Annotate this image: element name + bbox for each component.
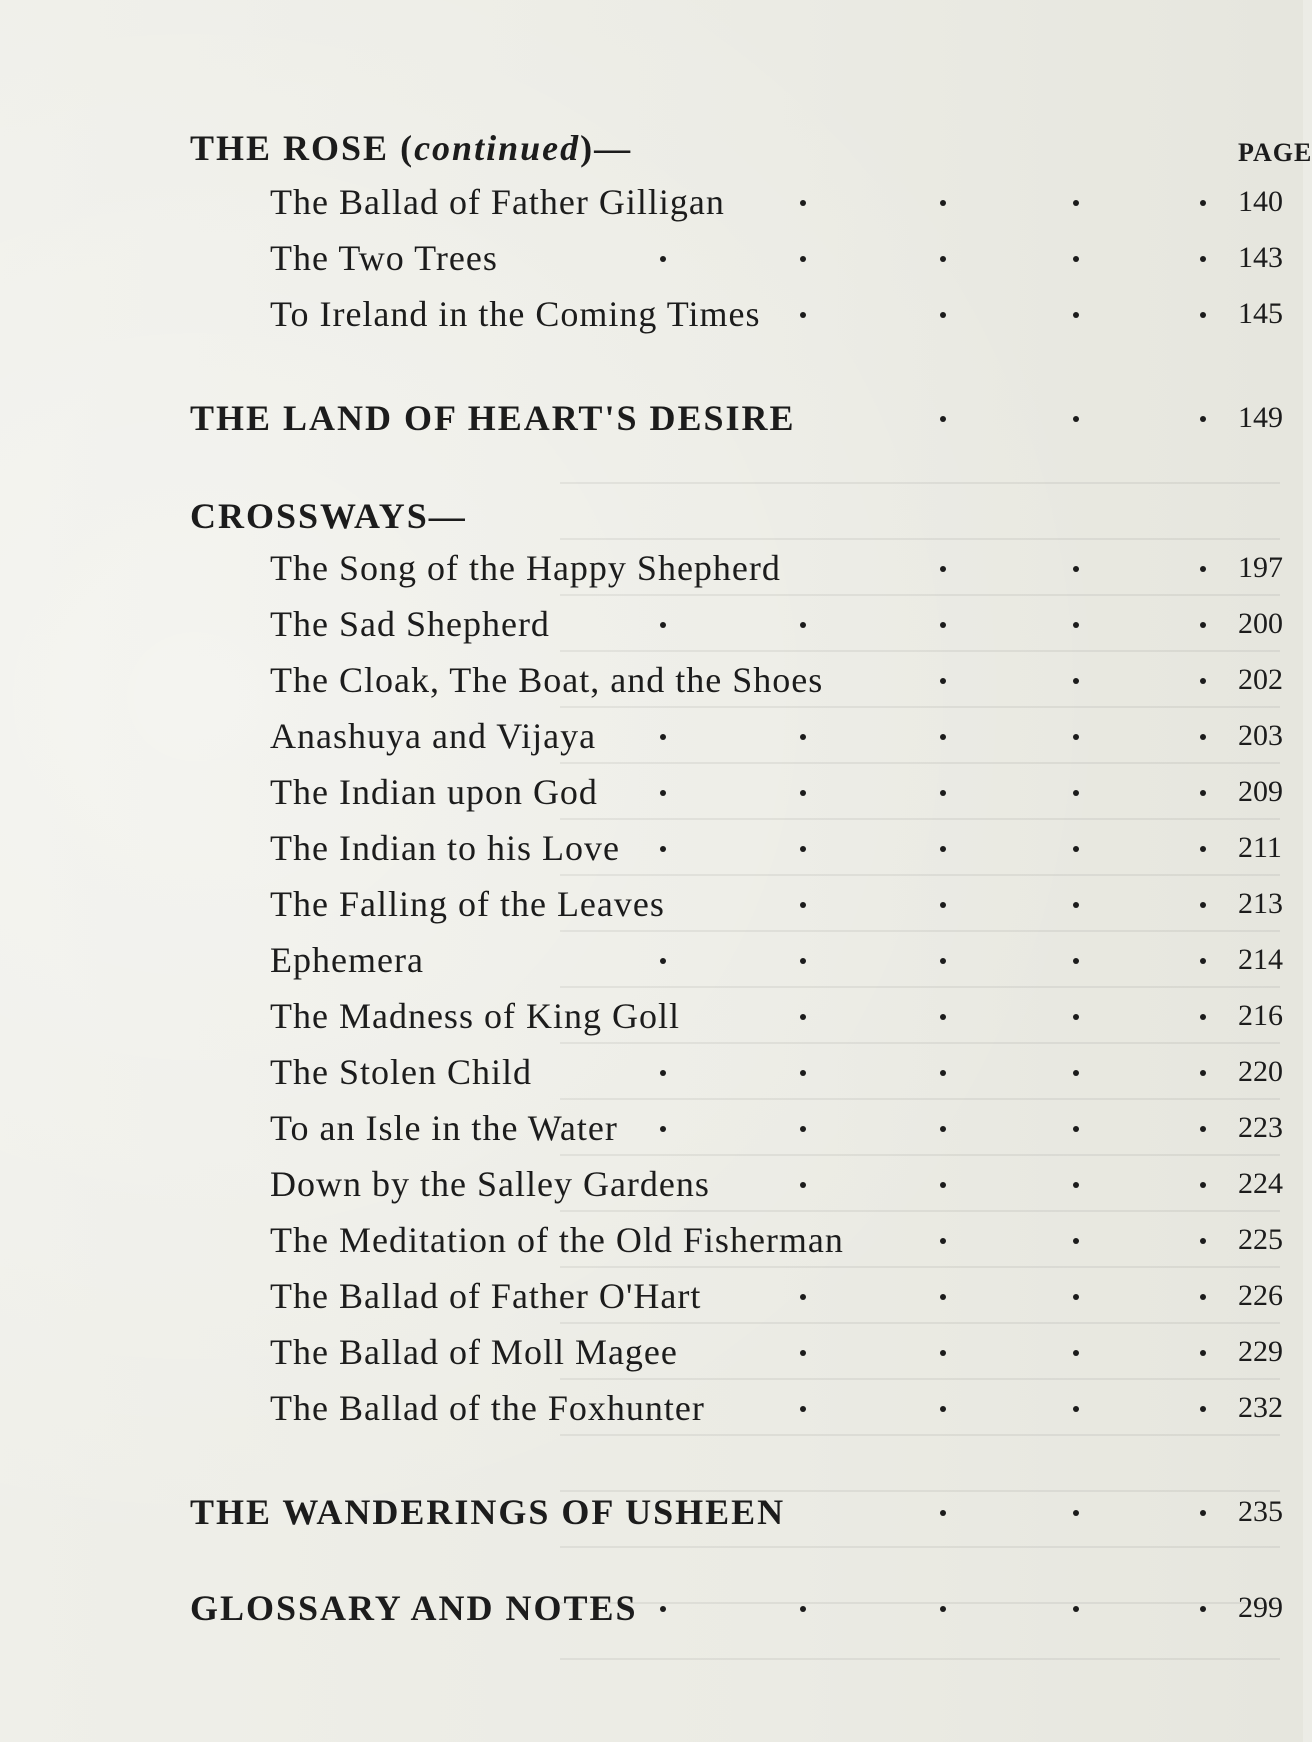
entry-title: To Ireland in the Coming Times (270, 294, 761, 334)
toc-section[interactable] (0, 1484, 1303, 1540)
page-number: 197 (1238, 551, 1283, 584)
leader-dot (800, 902, 806, 908)
section-title: CROSSWAYS— (190, 496, 467, 536)
leader-dot (1073, 566, 1079, 572)
leader-dot (1073, 312, 1079, 318)
leader-dot (1073, 734, 1079, 740)
leader-dot (1200, 678, 1206, 684)
leader-dot (1073, 1510, 1079, 1516)
leader-dot (940, 1070, 946, 1076)
entry-title: Anashuya and Vijaya (270, 716, 597, 756)
toc-entry[interactable] (0, 1268, 1303, 1324)
leader-dot (1073, 1294, 1079, 1300)
entry-title: The Sad Shepherd (270, 604, 550, 644)
leader-dot (800, 958, 806, 964)
page-number: 299 (1238, 1591, 1283, 1624)
toc-entry[interactable] (0, 988, 1303, 1044)
leader-dot (940, 1350, 946, 1356)
page-number: 149 (1238, 401, 1283, 434)
leader-dot (1073, 1406, 1079, 1412)
entry-title: The Song of the Happy Shepherd (270, 548, 781, 588)
toc-entry[interactable] (0, 708, 1303, 764)
page-number: 214 (1238, 943, 1283, 976)
entry-title: The Indian upon God (270, 772, 598, 812)
entry-title: To an Isle in the Water (270, 1108, 618, 1148)
toc-entry[interactable] (0, 230, 1303, 286)
leader-dot (940, 200, 946, 206)
leader-dot (940, 622, 946, 628)
section-title: GLOSSARY AND NOTES (190, 1588, 638, 1628)
leader-dot (1200, 256, 1206, 262)
leader-dot (1200, 566, 1206, 572)
toc-entry[interactable] (0, 1156, 1303, 1212)
leader-dot (1073, 958, 1079, 964)
toc-entry[interactable] (0, 820, 1303, 876)
page-number: 220 (1238, 1055, 1283, 1088)
leader-dot (1073, 416, 1079, 422)
entry-title: The Two Trees (270, 238, 498, 278)
leader-dot (1200, 312, 1206, 318)
leader-dot (1200, 734, 1206, 740)
page-number: 200 (1238, 607, 1283, 640)
leader-dot (940, 1182, 946, 1188)
leader-dot (940, 790, 946, 796)
page-number: 143 (1238, 241, 1283, 274)
leader-dot (800, 1350, 806, 1356)
toc-entry[interactable] (0, 652, 1303, 708)
leader-dot (1073, 1070, 1079, 1076)
leader-dot (800, 1126, 806, 1132)
toc-entry[interactable] (0, 764, 1303, 820)
toc-section[interactable] (0, 1580, 1303, 1636)
leader-dot (940, 312, 946, 318)
leader-dot (1073, 622, 1079, 628)
leader-dot (940, 416, 946, 422)
entry-title: The Falling of the Leaves (270, 884, 665, 924)
page-number: 203 (1238, 719, 1283, 752)
toc-entry[interactable] (0, 932, 1303, 988)
leader-dot (660, 256, 666, 262)
page-number: 140 (1238, 185, 1283, 218)
page-number: 223 (1238, 1111, 1283, 1144)
leader-dot (940, 902, 946, 908)
leader-dot (940, 566, 946, 572)
leader-dot (800, 200, 806, 206)
page-number: 235 (1238, 1495, 1283, 1528)
leader-dot (940, 1294, 946, 1300)
leader-dot (800, 256, 806, 262)
section-title: THE LAND OF HEART'S DESIRE (190, 398, 796, 438)
leader-dot (800, 1070, 806, 1076)
toc-entry[interactable] (0, 876, 1303, 932)
leader-dot (800, 1014, 806, 1020)
leader-dot (660, 790, 666, 796)
leader-dot (660, 1126, 666, 1132)
toc-section[interactable] (0, 120, 1303, 176)
toc-entry[interactable] (0, 1044, 1303, 1100)
leader-dot (1200, 1238, 1206, 1244)
page-number: 213 (1238, 887, 1283, 920)
toc-section[interactable] (0, 488, 1303, 544)
leader-dot (660, 846, 666, 852)
toc-section[interactable] (0, 390, 1303, 446)
leader-dot (940, 734, 946, 740)
leader-dot (1073, 678, 1079, 684)
entry-title: The Indian to his Love (270, 828, 620, 868)
leader-dot (1073, 1238, 1079, 1244)
leader-dot (800, 1182, 806, 1188)
leader-dot (1200, 958, 1206, 964)
page-column-header: PAGE (1238, 138, 1312, 167)
leader-dot (800, 790, 806, 796)
leader-dot (660, 1070, 666, 1076)
toc-entry[interactable] (0, 1324, 1303, 1380)
leader-dot (1073, 1182, 1079, 1188)
leader-dot (660, 622, 666, 628)
leader-dot (1200, 1350, 1206, 1356)
leader-dot (1200, 902, 1206, 908)
page-number: 226 (1238, 1279, 1283, 1312)
leader-dot (1073, 256, 1079, 262)
section-title: THE ROSE (continued)— (190, 128, 633, 168)
page-number: 225 (1238, 1223, 1283, 1256)
leader-dot (1073, 846, 1079, 852)
entry-title: The Meditation of the Old Fisherman (270, 1220, 844, 1260)
entry-title: Down by the Salley Gardens (270, 1164, 710, 1204)
leader-dot (800, 312, 806, 318)
leader-dot (1200, 416, 1206, 422)
leader-dot (1200, 1014, 1206, 1020)
page-number: 216 (1238, 999, 1283, 1032)
toc-entry[interactable] (0, 286, 1303, 342)
entry-title: The Ballad of Moll Magee (270, 1332, 678, 1372)
leader-dot (660, 1606, 666, 1612)
leader-dot (1073, 790, 1079, 796)
toc-entry[interactable] (0, 1100, 1303, 1156)
leader-dot (800, 1406, 806, 1412)
continued-label: continued (414, 128, 581, 168)
leader-dot (1073, 1014, 1079, 1020)
leader-dot (1200, 1294, 1206, 1300)
leader-dot (1200, 1126, 1206, 1132)
leader-dot (940, 1406, 946, 1412)
leader-dot (940, 256, 946, 262)
toc-entry[interactable] (0, 1212, 1303, 1268)
leader-dot (1200, 1182, 1206, 1188)
entry-title: The Ballad of Father Gilligan (270, 182, 725, 222)
entry-title: The Madness of King Goll (270, 996, 680, 1036)
leader-dot (1073, 1350, 1079, 1356)
leader-dot (940, 1510, 946, 1516)
leader-dot (1200, 1070, 1206, 1076)
leader-dot (1073, 1126, 1079, 1132)
page-number: 232 (1238, 1391, 1283, 1424)
leader-dot (940, 1126, 946, 1132)
leader-dot (1073, 902, 1079, 908)
section-title: THE WANDERINGS OF USHEEN (190, 1492, 786, 1532)
toc-entry[interactable] (0, 174, 1303, 230)
leader-dot (1073, 1606, 1079, 1612)
entry-title: Ephemera (270, 940, 424, 980)
page-number: 145 (1238, 297, 1283, 330)
leader-dot (940, 1238, 946, 1244)
leader-dot (940, 846, 946, 852)
leader-dot (1200, 1406, 1206, 1412)
leader-dot (800, 734, 806, 740)
leader-dot (1200, 790, 1206, 796)
leader-dot (1073, 200, 1079, 206)
leader-dot (1200, 200, 1206, 206)
leader-dot (940, 958, 946, 964)
leader-dot (800, 1294, 806, 1300)
toc-entry[interactable] (0, 596, 1303, 652)
page-number: 229 (1238, 1335, 1283, 1368)
leader-dot (660, 958, 666, 964)
leader-dot (800, 846, 806, 852)
leader-dot (1200, 1606, 1206, 1612)
page-number: 211 (1238, 831, 1282, 864)
leader-dot (800, 1606, 806, 1612)
toc-entry[interactable] (0, 540, 1303, 596)
leader-dot (940, 1606, 946, 1612)
leader-dot (1200, 1510, 1206, 1516)
leader-dot (940, 678, 946, 684)
toc-entry[interactable] (0, 1380, 1303, 1436)
page-number: 202 (1238, 663, 1283, 696)
leader-dot (800, 622, 806, 628)
page-number: 209 (1238, 775, 1283, 808)
entry-title: The Stolen Child (270, 1052, 532, 1092)
page-number: 224 (1238, 1167, 1283, 1200)
entry-title: The Cloak, The Boat, and the Shoes (270, 660, 824, 700)
leader-dot (940, 1014, 946, 1020)
leader-dot (1200, 622, 1206, 628)
entry-title: The Ballad of the Foxhunter (270, 1388, 705, 1428)
leader-dot (660, 734, 666, 740)
entry-title: The Ballad of Father O'Hart (270, 1276, 702, 1316)
leader-dot (1200, 846, 1206, 852)
